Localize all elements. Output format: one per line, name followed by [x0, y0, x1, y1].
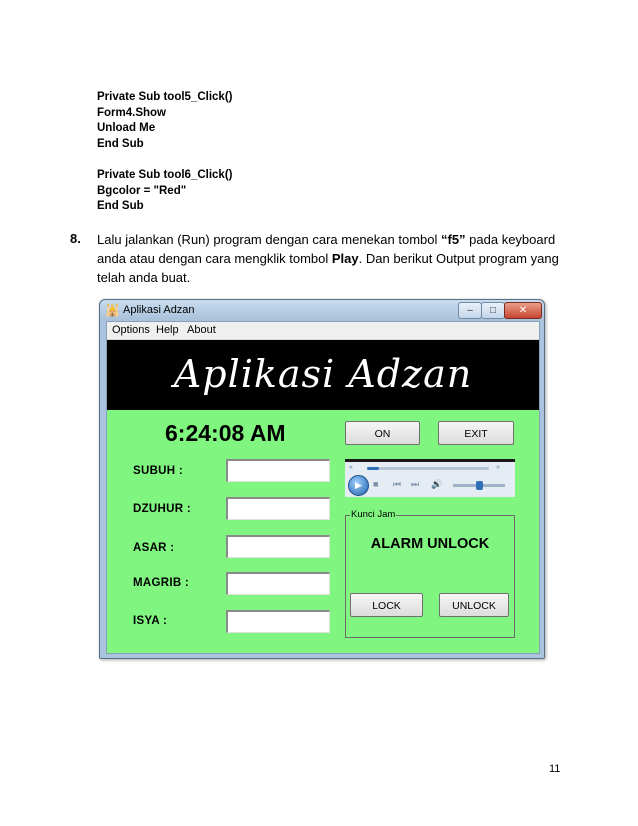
code-line: Form4.Show	[97, 106, 167, 119]
isya-field[interactable]	[226, 610, 330, 633]
banner-title: Aplikasi Adzan	[173, 352, 473, 396]
banner	[107, 340, 539, 410]
step-text-bold: “f5”	[440, 232, 466, 247]
main-panel	[107, 410, 539, 653]
dzuhur-label: DZUHUR :	[133, 503, 191, 515]
code-line: Bgcolor = "Red"	[97, 184, 187, 197]
media-player	[345, 459, 515, 497]
menu-options[interactable]: Options	[112, 324, 150, 336]
volume-slider[interactable]	[453, 484, 505, 487]
kunci-jam-frame	[345, 509, 515, 638]
step-text-bold: Play	[331, 251, 359, 266]
step-text-part: pada keyboard anda atau dengan cara mengklik tombol	[97, 232, 556, 266]
menu-about[interactable]: About	[187, 324, 216, 336]
menu-bar	[107, 322, 539, 340]
stop-icon[interactable]: ■	[373, 479, 379, 489]
seek-progress	[367, 467, 379, 470]
form-client-area	[106, 321, 540, 654]
play-button[interactable]: ▶	[348, 475, 369, 496]
code-line: Private Sub tool5_Click()	[97, 91, 233, 103]
step-text	[97, 230, 567, 287]
code-block-1	[97, 90, 232, 152]
step-number: 8.	[70, 231, 81, 246]
page-number: 11	[549, 763, 561, 775]
code-line: End Sub	[97, 137, 144, 150]
step-text-part: Lalu jalankan (Run) program dengan cara menekan tombol	[97, 232, 441, 247]
clock-display: 6:24:08 AM	[165, 420, 286, 446]
title-bar[interactable]	[100, 300, 544, 321]
previous-icon[interactable]: ⏮	[393, 479, 402, 489]
lock-button[interactable]: LOCK	[350, 593, 423, 617]
magrib-field[interactable]	[226, 572, 330, 595]
alarm-status: ALARM UNLOCK	[370, 536, 490, 552]
code-line: Private Sub tool6_Click()	[97, 169, 233, 181]
exit-button[interactable]: EXIT	[438, 421, 514, 445]
unlock-button[interactable]: UNLOCK	[439, 593, 509, 617]
seek-bar[interactable]	[367, 467, 489, 470]
code-line: End Sub	[97, 200, 144, 212]
frame-label: Kunci Jam	[351, 509, 396, 520]
app-window	[99, 299, 545, 659]
next-icon[interactable]: ⏭	[411, 479, 420, 489]
menu-help[interactable]: Help	[156, 324, 179, 336]
code-block-2	[97, 168, 232, 215]
mosque-icon: 🕌	[105, 303, 120, 317]
step-text-part: . Dan berikut Output program yang telah anda buat.	[97, 251, 559, 285]
minimize-button[interactable]: –	[458, 302, 482, 319]
window-title: Aplikasi Adzan	[123, 304, 195, 316]
code-line: Unload Me	[97, 122, 156, 134]
isya-label: ISYA :	[133, 615, 168, 627]
rewind-icon[interactable]: «	[349, 464, 353, 471]
maximize-button[interactable]: □	[481, 302, 505, 319]
subuh-field[interactable]	[226, 459, 330, 482]
volume-knob[interactable]	[476, 481, 483, 490]
close-button[interactable]: ✕	[504, 302, 542, 319]
asar-field[interactable]	[226, 535, 330, 558]
volume-icon[interactable]: 🔊	[431, 479, 443, 489]
magrib-label: MAGRIB :	[133, 577, 190, 589]
fast-forward-icon[interactable]: »	[496, 464, 500, 471]
dzuhur-field[interactable]	[226, 497, 330, 520]
on-button[interactable]: ON	[345, 421, 420, 445]
subuh-label: SUBUH :	[133, 465, 184, 477]
asar-label: ASAR :	[133, 542, 175, 554]
